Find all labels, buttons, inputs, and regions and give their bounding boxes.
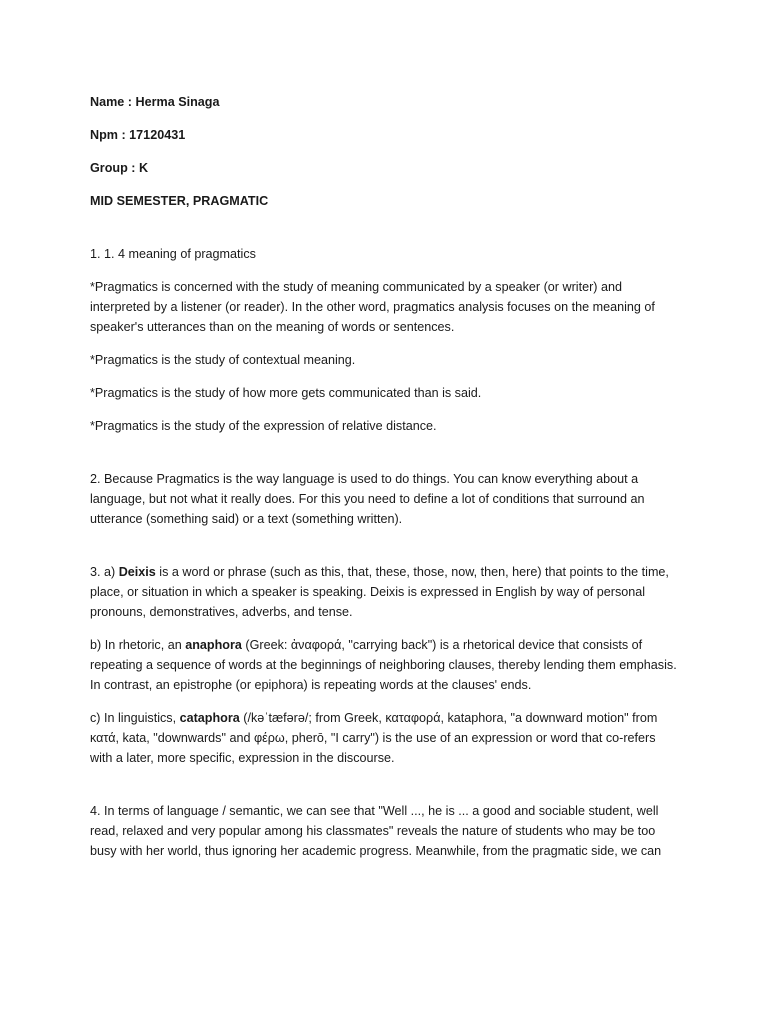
q2-paragraph: 2. Because Pragmatics is the way language is used to do things. You can know everything about a language, but not what it really does. For this you need to define a lot of conditions that surround an utterance (something said) or a text (something written). (90, 472, 645, 526)
q4-paragraph: 4. In terms of language / semantic, we can see that "Well ..., he is ... a good and sociable student, well read, relaxed and very popular among his classmates" reveals the nature of students who may be too busy with her world, thus ignoring her academic progress. Meanwhile, from the pragmatic side, we can (90, 804, 662, 858)
q3-deixis-paragraph (90, 562, 680, 622)
q1-paragraph-4: *Pragmatics is the study of the expression of relative distance. (90, 419, 437, 433)
q3-cataphora-paragraph (90, 708, 680, 768)
term-anaphora: anaphora (185, 638, 242, 652)
document-title: MID SEMESTER, PRAGMATIC (90, 194, 269, 208)
q1-paragraph-2: *Pragmatics is the study of contextual meaning. (90, 353, 356, 367)
spacer (90, 224, 680, 244)
q3-c-prefix: c) In linguistics, (90, 711, 180, 725)
term-cataphora: cataphora (179, 711, 240, 725)
q3-a-text: is a word or phrase (such as this, that, these, those, now, then, here) that points to the time, place, or situation in which a speaker is speaking. Deixis is expressed in English by way of personal pronouns, demonstratives, adverbs, and tense. (90, 565, 669, 619)
q1-heading: 1. 1. 4 meaning of pragmatics (90, 247, 256, 261)
q3-b-text: (Greek: ἀναφορά, "carrying back") is a rhetorical device that consists of repeating a sequence of words at the beginnings of neighboring clauses, thereby lending them emphasis. In contrast, an epistrophe (or epiphora) is repeating words at the clauses' ends. (90, 638, 677, 692)
q3-c-text: (/kəˈtæfərə/; from Greek, καταφορά, kataphora, "a downward motion" from κατά, kata, "downwards" and φέρω, pherō, "I carry") is the use of an expression or word that co-refers with a later, more specific, expression in the discourse. (90, 711, 658, 765)
student-group: Group : K (90, 161, 149, 175)
spacer (90, 542, 680, 562)
q1-paragraph-1: *Pragmatics is concerned with the study of meaning communicated by a speaker (or writer) and interpreted by a listener (or reader). In the other word, pragmatics analysis focuses on the meaning of speaker's utterances than on the meaning of words or sentences. (90, 280, 655, 334)
spacer (90, 781, 680, 801)
q3-b-prefix: b) In rhetoric, an (90, 638, 186, 652)
student-npm: Npm : 17120431 (90, 128, 186, 142)
document-page (90, 92, 680, 874)
term-deixis: Deixis (118, 565, 156, 579)
q3-anaphora-paragraph (90, 635, 680, 695)
spacer (90, 449, 680, 469)
q1-paragraph-3: *Pragmatics is the study of how more gets communicated than is said. (90, 386, 482, 400)
student-name: Name : Herma Sinaga (90, 95, 220, 109)
q3-a-prefix: 3. a) (90, 565, 119, 579)
